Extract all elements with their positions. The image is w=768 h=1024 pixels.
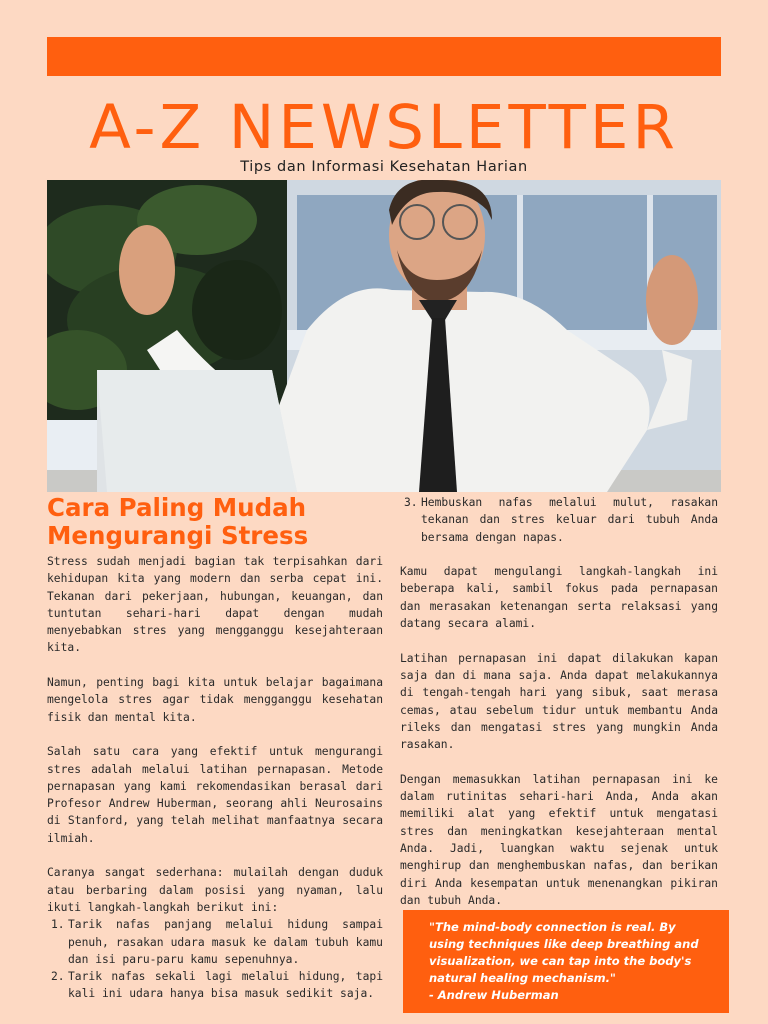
step-text: Hembuskan nafas melalui mulut, rasakan tekanan dan stres keluar dari tubuh Anda bersama dengan napas. bbox=[421, 496, 718, 544]
list-item bbox=[400, 494, 718, 546]
quote-text: "The mind-body connection is real. By using techniques like deep breathing and visualization, we can tap into the body's natural healing mechanism." bbox=[429, 920, 699, 985]
article-paragraph: Caranya sangat sederhana: mulailah dengan duduk atau berbaring dalam posisi yang nyaman, lalu ikuti langkah-langkah berikut ini: bbox=[47, 866, 383, 914]
article-paragraph: Kamu dapat mengulangi langkah-langkah ini beberapa kali, sambil fokus pada pernapasan dan merasakan ketenangan serta relaksasi yang datang secara alami. bbox=[400, 565, 718, 631]
header-accent-bar bbox=[47, 37, 721, 76]
list-item bbox=[47, 968, 383, 1003]
article-right-column bbox=[400, 494, 718, 926]
newsletter-subtitle: Tips dan Informasi Kesehatan Harian bbox=[240, 159, 528, 175]
quote-author: - Andrew Huberman bbox=[429, 988, 559, 1002]
quote-box bbox=[403, 910, 729, 1013]
article-paragraph: Namun, penting bagi kita untuk belajar bagaimana mengelola stres agar tidak mengganggu kesehatan fisik dan mental kita. bbox=[47, 676, 383, 724]
article-heading: Cara Paling Mudah Mengurangi Stress bbox=[47, 493, 309, 550]
step-number: 3. bbox=[404, 496, 418, 509]
article-paragraph: Salah satu cara yang efektif untuk mengurangi stres adalah melalui latihan pernapasan. Metode pernapasan yang kami rekomendasikan berasal dari Profesor Andrew Huberman, seorang ahli Neurosains di Stanford, yang telah melihat manfaatnya secara ilmiah. bbox=[47, 745, 383, 845]
article-paragraph: Latihan pernapasan ini dapat dilakukan kapan saja dan di mana saja. Anda dapat melakukannya di tengah-tengah hari yang sibuk, saat merasa cemas, atau sebelum tidur untuk membantu Anda rileks dan mengatasi stres yang mungkin Anda rasakan. bbox=[400, 651, 718, 752]
steps-list-part-1 bbox=[47, 916, 383, 1002]
article-paragraph: Dengan memasukkan latihan pernapasan ini ke dalam rutinitas sehari-hari Anda, Anda akan memiliki alat yang efektif untuk mengatasi stres dan meningkatkan kesejahteraan mental Anda. Jadi, luangkan waktu sejenak untuk menghirup dan menghembuskan nafas, dan berikan diri Anda kesempatan untuk menenangkan pikiran dan tubuh Anda. bbox=[400, 772, 718, 907]
hero-photo bbox=[47, 180, 721, 492]
article-left-column bbox=[47, 553, 383, 1003]
step-number: 1. bbox=[51, 918, 65, 932]
step-number: 2. bbox=[51, 970, 65, 984]
newsletter-title: A-Z NEWSLETTER bbox=[89, 92, 679, 163]
steps-list-part-2 bbox=[400, 494, 718, 546]
step-text: Tarik nafas panjang melalui hidung sampai penuh, rasakan udara masuk ke dalam tubuh kamu dan isi paru-paru kamu sepenuhnya. bbox=[68, 918, 383, 966]
article-paragraph: Stress sudah menjadi bagian tak terpisahkan dari kehidupan kita yang modern dan serba cepat ini. Tekanan dari pekerjaan, hubungan, keuangan, dan tuntutan sehari-hari dapat dengan mudah menyebabkan stres yang mengganggu kesejahteraan kita. bbox=[47, 555, 383, 655]
list-item bbox=[47, 916, 383, 968]
step-text: Tarik nafas sekali lagi melalui hidung, tapi kali ini udara hanya bisa masuk sedikit saja. bbox=[68, 970, 383, 1001]
